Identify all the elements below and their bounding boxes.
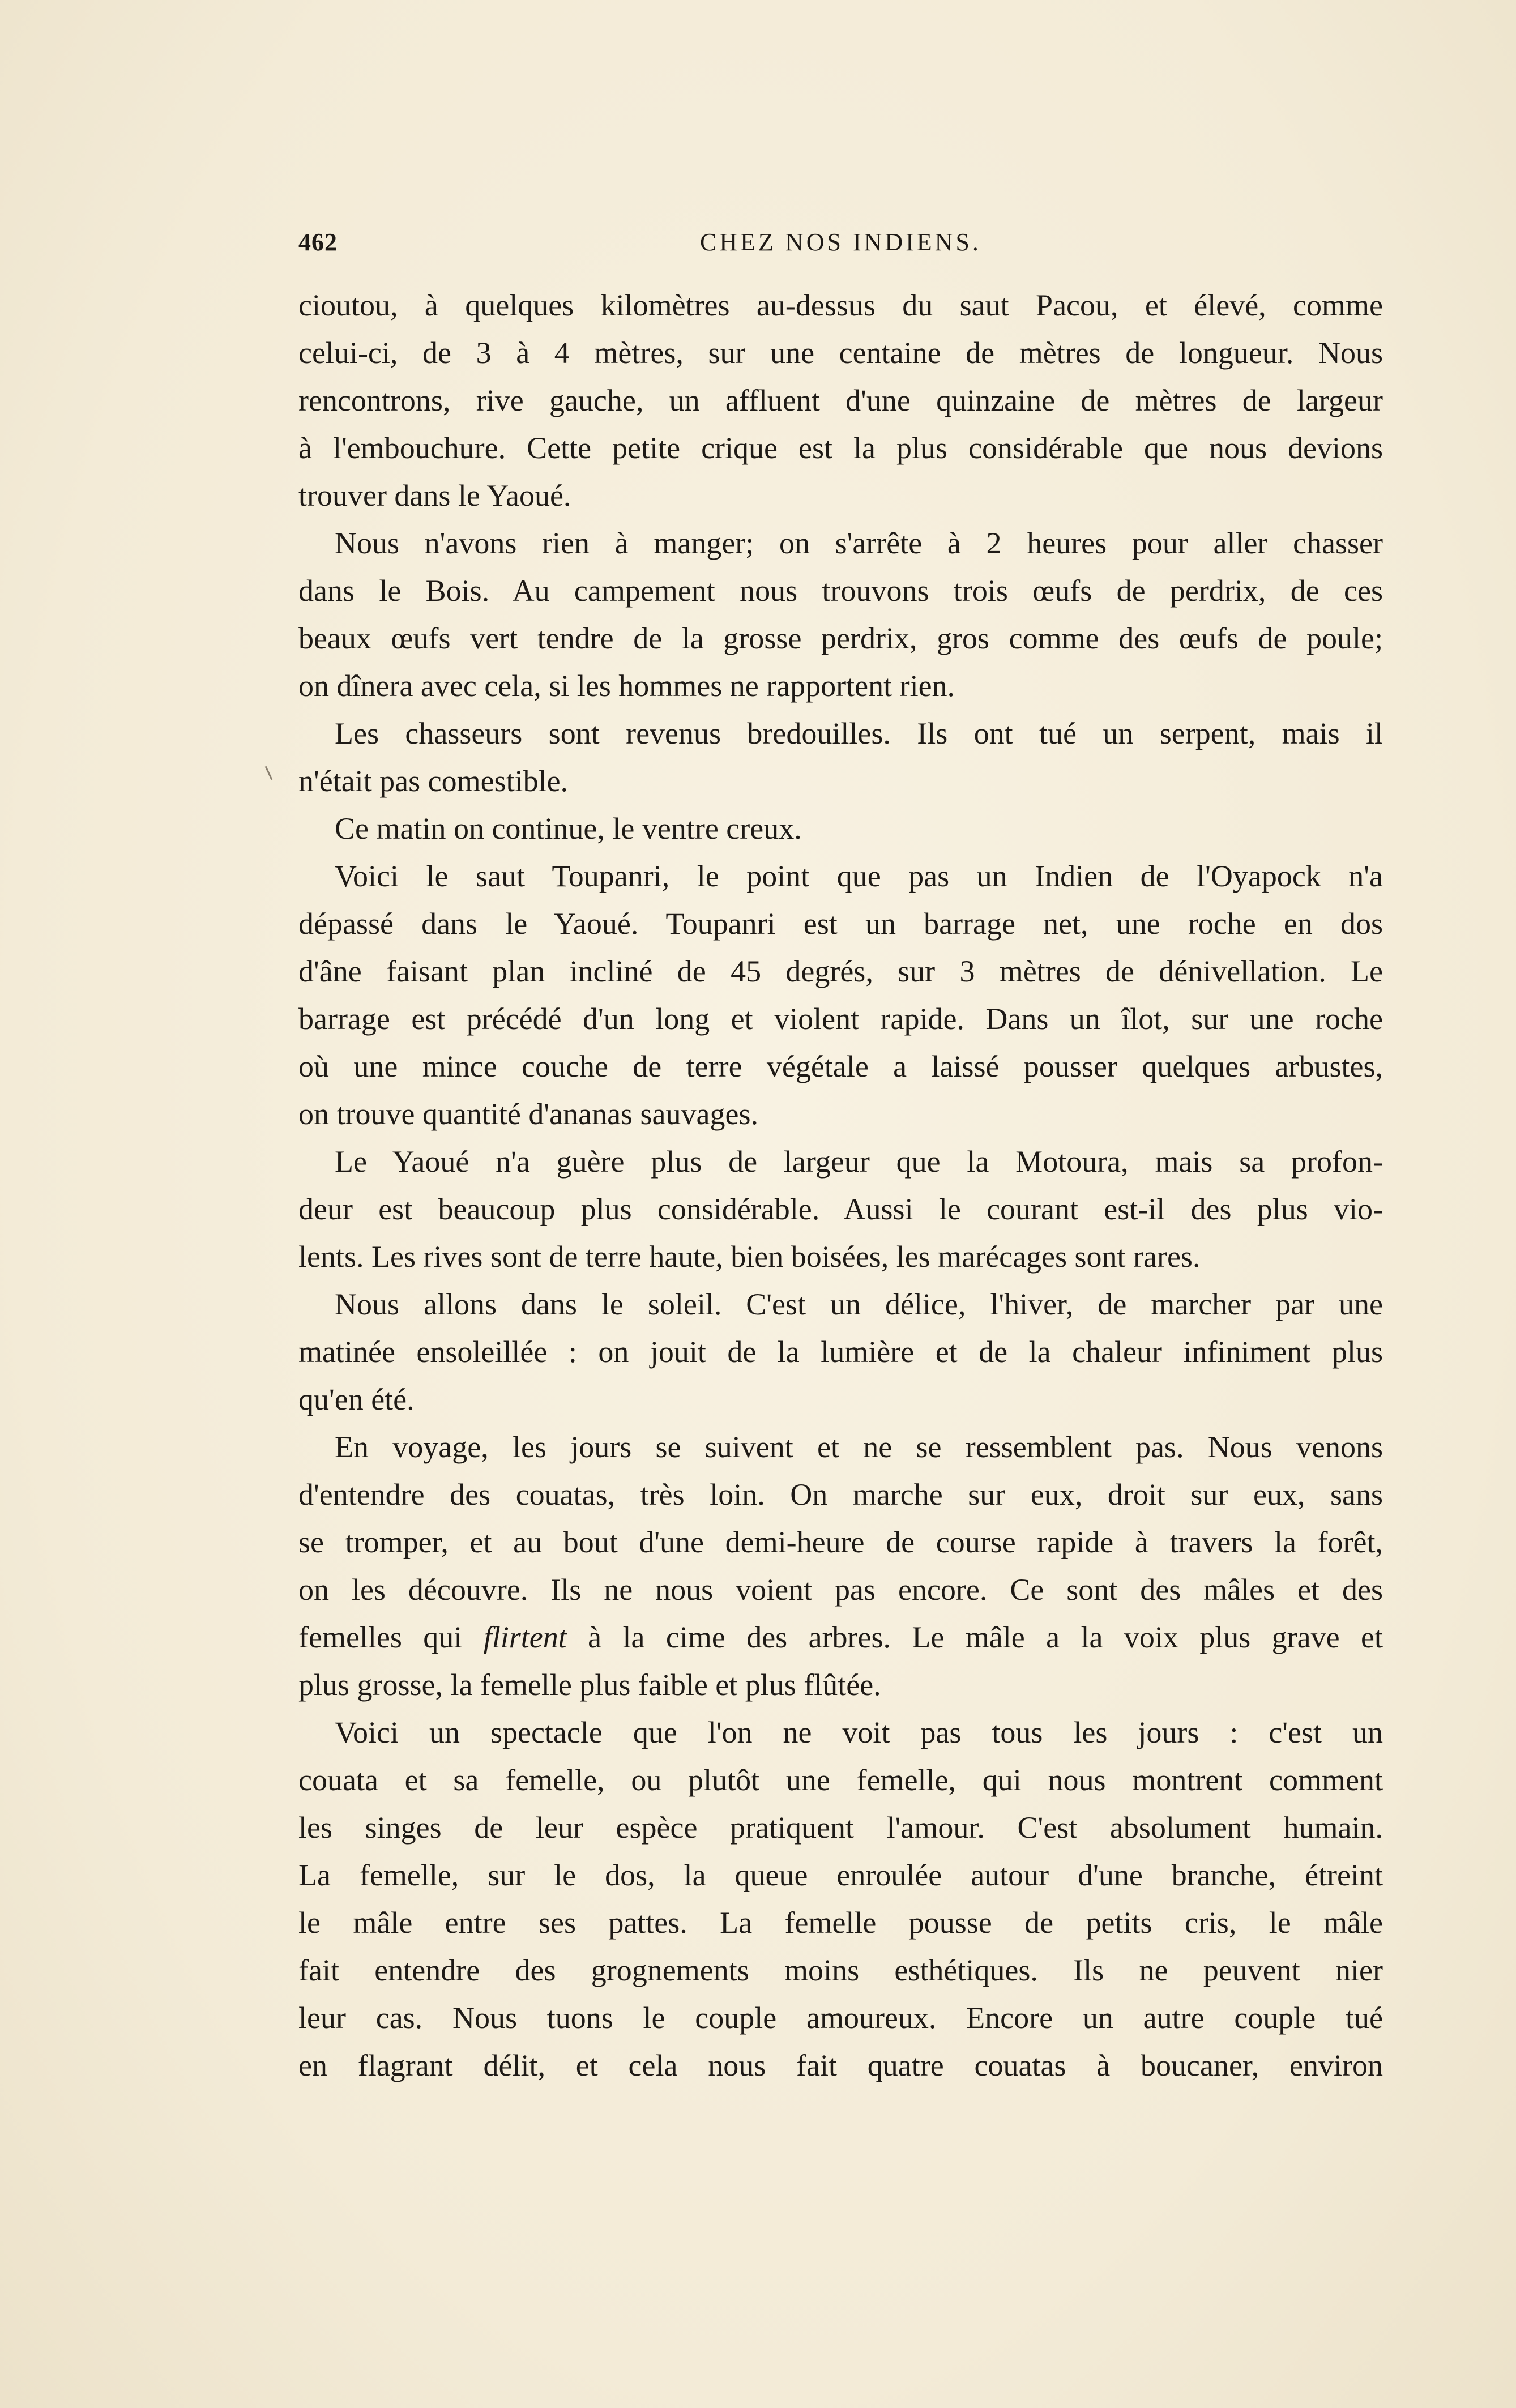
text-line: dépassé dans le Yaoué. Toupanri est un barrage net, une roche en dos [298,907,1383,941]
text-line: plus grosse, la femelle plus faible et plus flûtée. [298,1668,881,1702]
text-line: couata et sa femelle, ou plutôt une femelle, qui nous montrent comment [298,1763,1383,1797]
text-line: le mâle entre ses pattes. La femelle pousse de petits cris, le mâle [298,1906,1383,1940]
text-segment: femelles qui [298,1620,484,1654]
text-line: les singes de leur espèce pratiquent l'amour. C'est absolument humain. [298,1811,1383,1845]
text-line: Voici un spectacle que l'on ne voit pas tous les jours : c'est un [335,1715,1383,1749]
paragraph [298,1138,1383,1280]
paragraph [298,1709,1383,2089]
text-line: Les chasseurs sont revenus bredouilles. Ils ont tué un serpent, mais il [335,716,1383,750]
paragraph [298,805,1383,852]
text-line: fait entendre des grognements moins esthétiques. Ils ne peuvent nier [298,1953,1383,1987]
paragraph [298,852,1383,1138]
text-line: où une mince couche de terre végétale a laissé pousser quelques arbustes, [298,1049,1383,1083]
margin-mark [265,766,273,780]
page-number: 462 [298,228,338,256]
body-text [298,281,1383,2089]
text-line: La femelle, sur le dos, la queue enroulée autour d'une branche, étreint [298,1858,1383,1892]
text-line: Nous allons dans le soleil. C'est un délice, l'hiver, de marcher par une [335,1287,1383,1321]
text-line: en flagrant délit, et cela nous fait quatre couatas à boucaner, environ [298,2048,1383,2082]
running-title: CHEZ NOS INDIENS. [700,228,981,256]
text-line: on dînera avec cela, si les hommes ne rapportent rien. [298,669,955,703]
text-line: Ce matin on continue, le ventre creux. [335,812,802,846]
text-line: matinée ensoleillée : on jouit de la lumière et de la chaleur infiniment plus [298,1335,1383,1369]
text-line: leur cas. Nous tuons le couple amoureux. Encore un autre couple tué [298,2001,1383,2035]
paragraph [298,710,1383,805]
text-line: qu'en été. [298,1382,415,1416]
text-line: se tromper, et au bout d'une demi-heure de course rapide à travers la forêt, [298,1525,1383,1559]
text-line: on les découvre. Ils ne nous voient pas encore. Ce sont des mâles et des [298,1573,1383,1607]
text-line [298,1613,1383,1661]
text-line: beaux œufs vert tendre de la grosse perdrix, gros comme des œufs de poule; [298,621,1383,655]
paragraph [298,1423,1383,1709]
text-line: dans le Bois. Au campement nous trouvons trois œufs de perdrix, de ces [298,574,1383,608]
text-line: Voici le saut Toupanri, le point que pas un Indien de l'Oyapock n'a [335,859,1383,893]
text-line: lents. Les rives sont de terre haute, bien boisées, les marécages sont rares. [298,1240,1201,1274]
text-line: à l'embouchure. Cette petite crique est la plus considérable que nous devions [298,431,1383,465]
text-line: Le Yaoué n'a guère plus de largeur que la Motoura, mais sa profon- [335,1145,1383,1179]
text-line: cioutou, à quelques kilomètres au-dessus du saut Pacou, et élevé, comme [298,288,1383,322]
italic-word: flirtent [483,1620,567,1654]
text-line: n'était pas comestible. [298,764,569,798]
paragraph [298,519,1383,710]
text-line: barrage est précédé d'un long et violent rapide. Dans un îlot, sur une roche [298,1002,1383,1036]
text-line: deur est beaucoup plus considérable. Aussi le courant est-il des plus vio- [298,1192,1383,1226]
text-segment: à la cime des arbres. Le mâle a la voix plus grave et [566,1620,1383,1654]
text-line: d'entendre des couatas, très loin. On marche sur eux, droit sur eux, sans [298,1478,1383,1512]
text-line: En voyage, les jours se suivent et ne se ressemblent pas. Nous venons [335,1430,1383,1464]
text-line: d'âne faisant plan incliné de 45 degrés, sur 3 mètres de dénivellation. Le [298,954,1383,988]
text-line: trouver dans le Yaoué. [298,479,571,513]
text-line: Nous n'avons rien à manger; on s'arrête à 2 heures pour aller chasser [335,526,1383,560]
text-line: on trouve quantité d'ananas sauvages. [298,1097,758,1131]
paragraph [298,1280,1383,1423]
text-line: celui-ci, de 3 à 4 mètres, sur une centaine de mètres de longueur. Nous [298,336,1383,370]
paragraph [298,281,1383,519]
text-line: rencontrons, rive gauche, un affluent d'une quinzaine de mètres de largeur [298,383,1383,417]
page-header [298,225,1383,259]
